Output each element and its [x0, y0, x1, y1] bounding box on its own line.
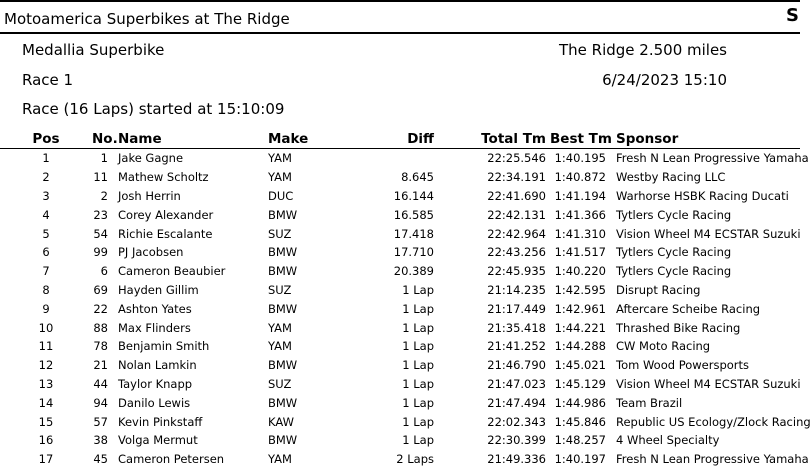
cell-number: 57 — [93, 414, 108, 429]
cell-pos: 7 — [42, 264, 50, 279]
table-row — [0, 299, 800, 318]
cell-number: 22 — [93, 301, 108, 316]
cell-diff: 20.389 — [393, 264, 434, 279]
cell-number: 38 — [93, 433, 108, 448]
cell-diff: 1 Lap — [402, 358, 434, 373]
cell-make: YAM — [268, 452, 292, 467]
cell-sponsor: Tom Wood Powersports — [616, 358, 750, 373]
cell-sponsor: CW Moto Racing — [616, 339, 711, 354]
cell-diff: 1 Lap — [402, 301, 434, 316]
cell-diff: 1 Lap — [402, 414, 434, 429]
cell-best-time: 1:40.197 — [554, 452, 606, 467]
cell-diff: 16.585 — [393, 207, 434, 222]
cell-sponsor: Fresh N Lean Progressive Yamaha — [616, 452, 809, 467]
col-pos-header: Pos — [0, 130, 92, 149]
cell-rider-name: Nolan Lamkin — [118, 358, 197, 373]
cell-best-time: 1:45.129 — [554, 376, 606, 391]
table-row — [0, 375, 800, 394]
cell-total-time: 22:42.131 — [487, 207, 546, 222]
cell-pos: 14 — [38, 395, 54, 410]
table-row — [0, 412, 800, 431]
cell-pos: 6 — [42, 245, 50, 260]
cell-diff: 16.144 — [393, 188, 434, 203]
cell-number: 23 — [93, 207, 108, 222]
track-name: The Ridge 2.500 miles — [559, 41, 727, 59]
cell-diff: 1 Lap — [402, 395, 434, 410]
table-row — [0, 205, 800, 224]
col-sponsor-header: Sponsor — [610, 130, 800, 149]
cell-best-time: 1:41.517 — [554, 245, 606, 260]
cell-pos: 11 — [38, 339, 54, 354]
table-row — [0, 149, 800, 168]
cell-total-time: 21:35.418 — [487, 320, 546, 335]
cell-total-time: 21:17.449 — [487, 301, 546, 316]
cell-make: BMW — [268, 395, 298, 410]
cell-diff — [330, 149, 440, 168]
cell-number: 94 — [93, 395, 108, 410]
cell-rider-name: PJ Jacobsen — [118, 245, 184, 260]
table-row — [0, 187, 800, 206]
cell-sponsor: Aftercare Scheibe Racing — [616, 301, 761, 316]
cell-rider-name: Richie Escalante — [118, 226, 213, 241]
table-row — [0, 224, 800, 243]
table-header-row — [0, 130, 800, 149]
cell-pos: 16 — [38, 433, 54, 448]
cell-pos: 12 — [38, 358, 54, 373]
col-total-header: Total Tm — [440, 130, 550, 149]
cell-sponsor: Tytlers Cycle Racing — [616, 245, 732, 260]
cell-make: YAM — [268, 339, 292, 354]
cell-total-time: 21:47.494 — [487, 395, 546, 410]
cell-make: DUC — [268, 188, 294, 203]
cell-sponsor: Westby Racing LLC — [616, 170, 726, 185]
table-row — [0, 337, 800, 356]
cell-best-time: 1:44.288 — [554, 339, 606, 354]
cell-total-time: 22:25.546 — [487, 151, 546, 166]
cell-total-time: 22:43.256 — [487, 245, 546, 260]
table-row — [0, 281, 800, 300]
cell-sponsor: 4 Wheel Specialty — [616, 433, 720, 448]
cell-pos: 17 — [38, 452, 54, 467]
cell-make: BMW — [268, 433, 298, 448]
cell-pos: 3 — [42, 188, 50, 203]
cell-sponsor: Tytlers Cycle Racing — [616, 207, 732, 222]
cell-total-time: 21:14.235 — [487, 282, 546, 297]
cell-number: 6 — [100, 264, 108, 279]
cell-rider-name: Cameron Petersen — [118, 452, 225, 467]
cell-sponsor: Republic US Ecology/Zlock Racing — [616, 414, 811, 429]
cell-make: BMW — [268, 301, 298, 316]
cell-make: BMW — [268, 245, 298, 260]
corner-title-fragment: S — [786, 5, 799, 26]
cell-total-time: 22:02.343 — [487, 414, 546, 429]
cell-diff: 1 Lap — [402, 339, 434, 354]
cell-pos: 15 — [38, 414, 54, 429]
cell-number: 99 — [93, 245, 108, 260]
cell-number: 54 — [93, 226, 108, 241]
table-row — [0, 393, 800, 412]
cell-make: BMW — [268, 207, 298, 222]
cell-rider-name: Volga Mermut — [118, 433, 198, 448]
cell-best-time: 1:44.221 — [554, 320, 606, 335]
cell-total-time: 22:41.690 — [487, 188, 546, 203]
cell-number: 45 — [93, 452, 108, 467]
race-info: Race (16 Laps) started at 15:10:09 — [22, 100, 285, 118]
cell-pos: 5 — [42, 226, 50, 241]
cell-rider-name: Corey Alexander — [118, 207, 214, 222]
cell-number: 88 — [93, 320, 108, 335]
cell-best-time: 1:40.220 — [554, 264, 606, 279]
cell-rider-name: Danilo Lewis — [118, 395, 191, 410]
cell-rider-name: Cameron Beaubier — [118, 264, 226, 279]
cell-rider-name: Hayden Gillim — [118, 282, 199, 297]
cell-pos: 10 — [38, 320, 54, 335]
table-row — [0, 450, 800, 469]
cell-sponsor: Warhorse HSBK Racing Ducati — [616, 188, 789, 203]
cell-best-time: 1:42.961 — [554, 301, 606, 316]
cell-best-time: 1:41.194 — [554, 188, 606, 203]
cell-sponsor: Fresh N Lean Progressive Yamaha — [616, 151, 809, 166]
cell-diff: 1 Lap — [402, 376, 434, 391]
cell-best-time: 1:44.986 — [554, 395, 606, 410]
cell-total-time: 22:42.964 — [487, 226, 546, 241]
cell-sponsor: Disrupt Racing — [616, 282, 701, 297]
cell-diff: 1 Lap — [402, 320, 434, 335]
cell-rider-name: Taylor Knapp — [118, 376, 193, 391]
cell-diff: 2 Laps — [396, 452, 434, 467]
cell-sponsor: Thrashed Bike Racing — [616, 320, 741, 335]
cell-diff: 8.645 — [401, 170, 434, 185]
cell-sponsor: Tytlers Cycle Racing — [616, 264, 732, 279]
cell-pos: 2 — [42, 170, 50, 185]
col-best-header: Best Tm — [550, 131, 612, 147]
cell-best-time: 1:45.846 — [554, 414, 606, 429]
cell-make: BMW — [268, 264, 298, 279]
cell-pos: 9 — [42, 301, 50, 316]
cell-pos: 4 — [42, 207, 50, 222]
table-row — [0, 243, 800, 262]
class-name: Medallia Superbike — [22, 41, 165, 59]
table-row — [0, 262, 800, 281]
table-row — [0, 431, 800, 450]
race-name: Race 1 — [22, 71, 74, 89]
cell-rider-name: Mathew Scholtz — [118, 170, 209, 185]
cell-number: 1 — [100, 151, 108, 166]
cell-make: SUZ — [268, 376, 292, 391]
col-make-header: Make — [264, 130, 330, 149]
cell-number: 2 — [100, 188, 108, 203]
cell-best-time: 1:45.021 — [554, 358, 606, 373]
cell-rider-name: Kevin Pinkstaff — [118, 414, 203, 429]
cell-sponsor: Team Brazil — [616, 395, 683, 410]
cell-pos: 1 — [42, 151, 50, 166]
cell-make: YAM — [268, 320, 292, 335]
cell-make: YAM — [268, 151, 292, 166]
table-row — [0, 356, 800, 375]
cell-best-time: 1:41.310 — [554, 226, 606, 241]
cell-make: SUZ — [268, 282, 292, 297]
cell-best-time: 1:40.195 — [554, 151, 606, 166]
table-row — [0, 168, 800, 187]
results-table — [0, 130, 811, 469]
cell-total-time: 22:30.399 — [487, 433, 546, 448]
cell-diff: 1 Lap — [402, 433, 434, 448]
cell-make: SUZ — [268, 226, 292, 241]
cell-sponsor: Vision Wheel M4 ECSTAR Suzuki — [616, 226, 801, 241]
cell-number: 78 — [93, 339, 108, 354]
cell-diff: 17.418 — [393, 226, 434, 241]
cell-best-time: 1:40.872 — [554, 170, 606, 185]
cell-rider-name: Jake Gagne — [118, 151, 184, 166]
cell-rider-name: Josh Herrin — [118, 188, 181, 203]
cell-pos: 8 — [42, 282, 50, 297]
cell-total-time: 21:46.790 — [487, 358, 546, 373]
cell-diff: 17.710 — [393, 245, 434, 260]
cell-total-time: 21:49.336 — [487, 452, 546, 467]
cell-total-time: 22:45.935 — [487, 264, 546, 279]
cell-number: 21 — [93, 358, 108, 373]
race-datetime: 6/24/2023 15:10 — [602, 71, 727, 89]
col-name-header: Name — [114, 130, 264, 149]
cell-pos: 13 — [38, 376, 54, 391]
event-title: Motoamerica Superbikes at The Ridge — [4, 10, 290, 28]
cell-rider-name: Max Flinders — [118, 320, 191, 335]
col-diff-header: Diff — [330, 130, 440, 149]
cell-total-time: 21:41.252 — [487, 339, 546, 354]
table-row — [0, 318, 800, 337]
col-no-header: No. — [92, 131, 118, 147]
cell-make: KAW — [268, 414, 294, 429]
title-bar — [0, 0, 800, 34]
cell-rider-name: Benjamin Smith — [118, 339, 210, 354]
cell-sponsor: Vision Wheel M4 ECSTAR Suzuki — [616, 376, 801, 391]
cell-number: 69 — [93, 282, 108, 297]
cell-total-time: 21:47.023 — [487, 376, 546, 391]
cell-number: 11 — [93, 170, 108, 185]
results-body — [0, 149, 811, 469]
cell-best-time: 1:41.366 — [554, 207, 606, 222]
cell-diff: 1 Lap — [402, 282, 434, 297]
cell-make: BMW — [268, 358, 298, 373]
cell-rider-name: Ashton Yates — [118, 301, 192, 316]
cell-best-time: 1:42.595 — [554, 282, 606, 297]
cell-best-time: 1:48.257 — [554, 433, 606, 448]
cell-make: YAM — [268, 170, 292, 185]
cell-total-time: 22:34.191 — [487, 170, 546, 185]
cell-number: 44 — [93, 376, 108, 391]
